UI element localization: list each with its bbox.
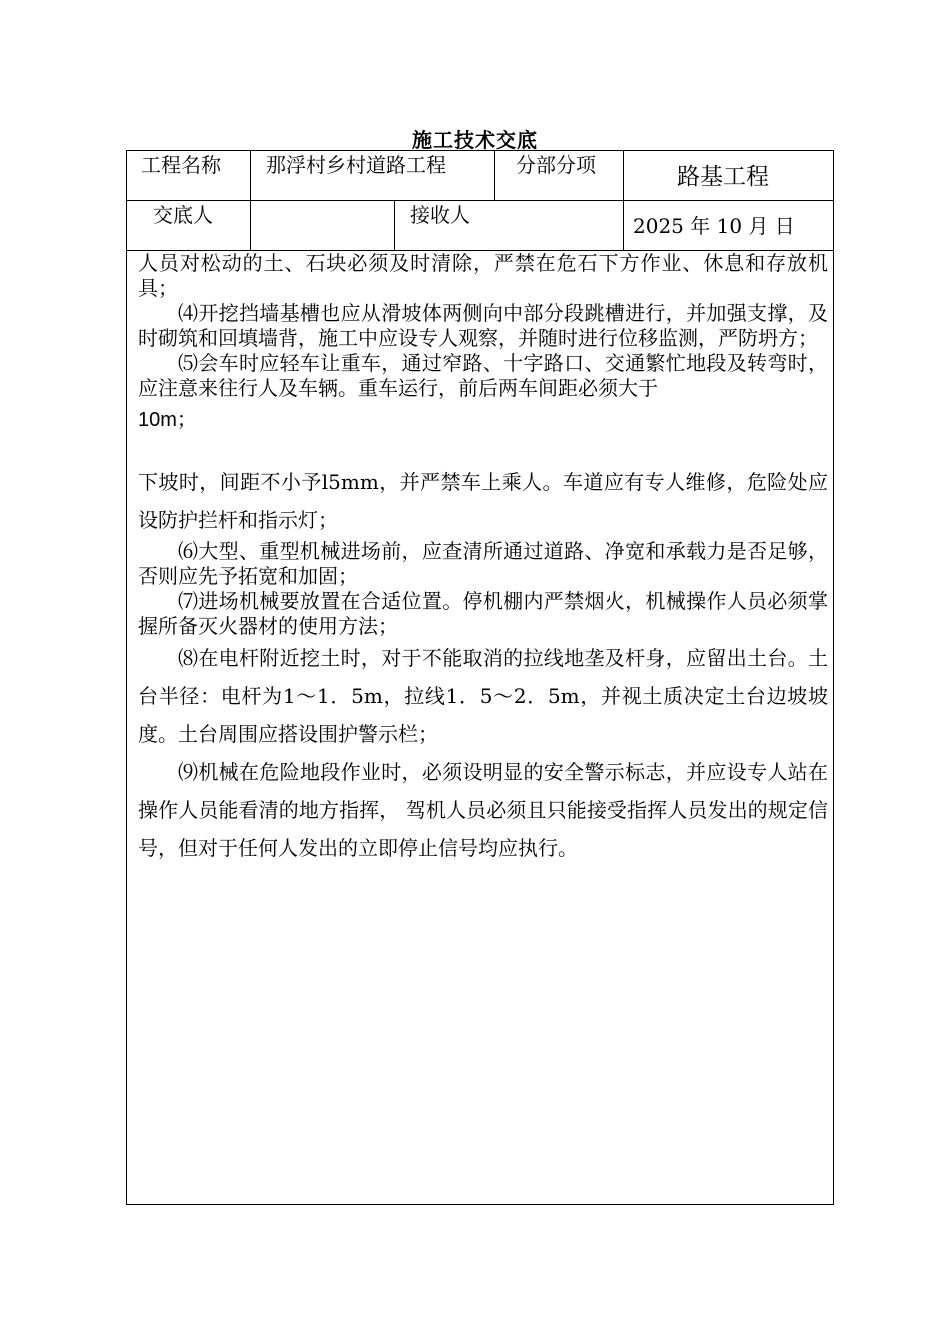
col-divider-3: [623, 151, 624, 250]
division-value: 路基工程: [677, 164, 769, 190]
handover-label: 交底人: [153, 203, 213, 227]
division-label: 分部分项: [516, 153, 596, 177]
paragraph-7: ⑻在电杆附近挖土时，对于不能取消的拉线地垄及杆身，应留出土台。土台半径：电杆为1～1．5m，拉线1．5～2．5m，并视土质决定土台边坡坡度。土台周围应搭设围护警示栏；: [138, 646, 828, 746]
date-field: 2025 年 10 月 日: [633, 214, 795, 238]
spacer: [138, 439, 828, 463]
disclosure-content: [138, 251, 828, 867]
paragraph-1: 人员对松动的土、石块必须及时清除，严禁在危石下方作业、休息和存放机具；: [138, 251, 828, 300]
col-divider-1: [250, 151, 251, 250]
col-divider-2b: [394, 200, 395, 250]
paragraph-6: ⑺进场机械要放置在合适位置。停机棚内严禁烟火，机械操作人员必须掌握所备灭火器材的使用方法；: [138, 589, 828, 638]
disclosure-table: [126, 150, 834, 1205]
project-name-value: 那浮村乡村道路工程: [266, 153, 446, 177]
paragraph-4: 下坡时，间距不小予l5mm，并严禁车上乘人。车道应有专人维修，危险处应设防护拦杆和指示灯；: [138, 470, 828, 532]
paragraph-2: ⑷开挖挡墙基槽也应从滑坡体两侧向中部分段跳槽进行，并加强支撑，及时砌筑和回填墙背，施工中应设专人观察，并随时进行位移监测，严防坍方；: [138, 301, 828, 350]
document-title: 施工技术交底: [412, 128, 538, 152]
col-divider-2a: [494, 151, 495, 200]
paragraph-3a: ⑸会车时应轻车让重车，通过窄路、十字路口、交通繁忙地段及转弯时，应注意来往行人及车辆。重车运行，前后两车间距必须大于: [138, 351, 828, 400]
row-divider-1: [127, 200, 833, 201]
paragraph-5: ⑹大型、重型机械进场前，应查清所通过道路、净宽和承载力是否足够，否则应先予拓宽和加固；: [138, 539, 828, 588]
paragraph-8: ⑼机械在危险地段作业时，必须设明显的安全警示标志，并应设专人站在操作人员能看清的地方指挥， 驾机人员必须且只能接受指挥人员发出的规定信号，但对于任何人发出的立即停止信号均应执行。: [138, 760, 828, 860]
receiver-label: 接收人: [410, 203, 470, 227]
paragraph-3b: 10m；: [138, 409, 197, 431]
project-name-label: 工程名称: [141, 153, 221, 177]
